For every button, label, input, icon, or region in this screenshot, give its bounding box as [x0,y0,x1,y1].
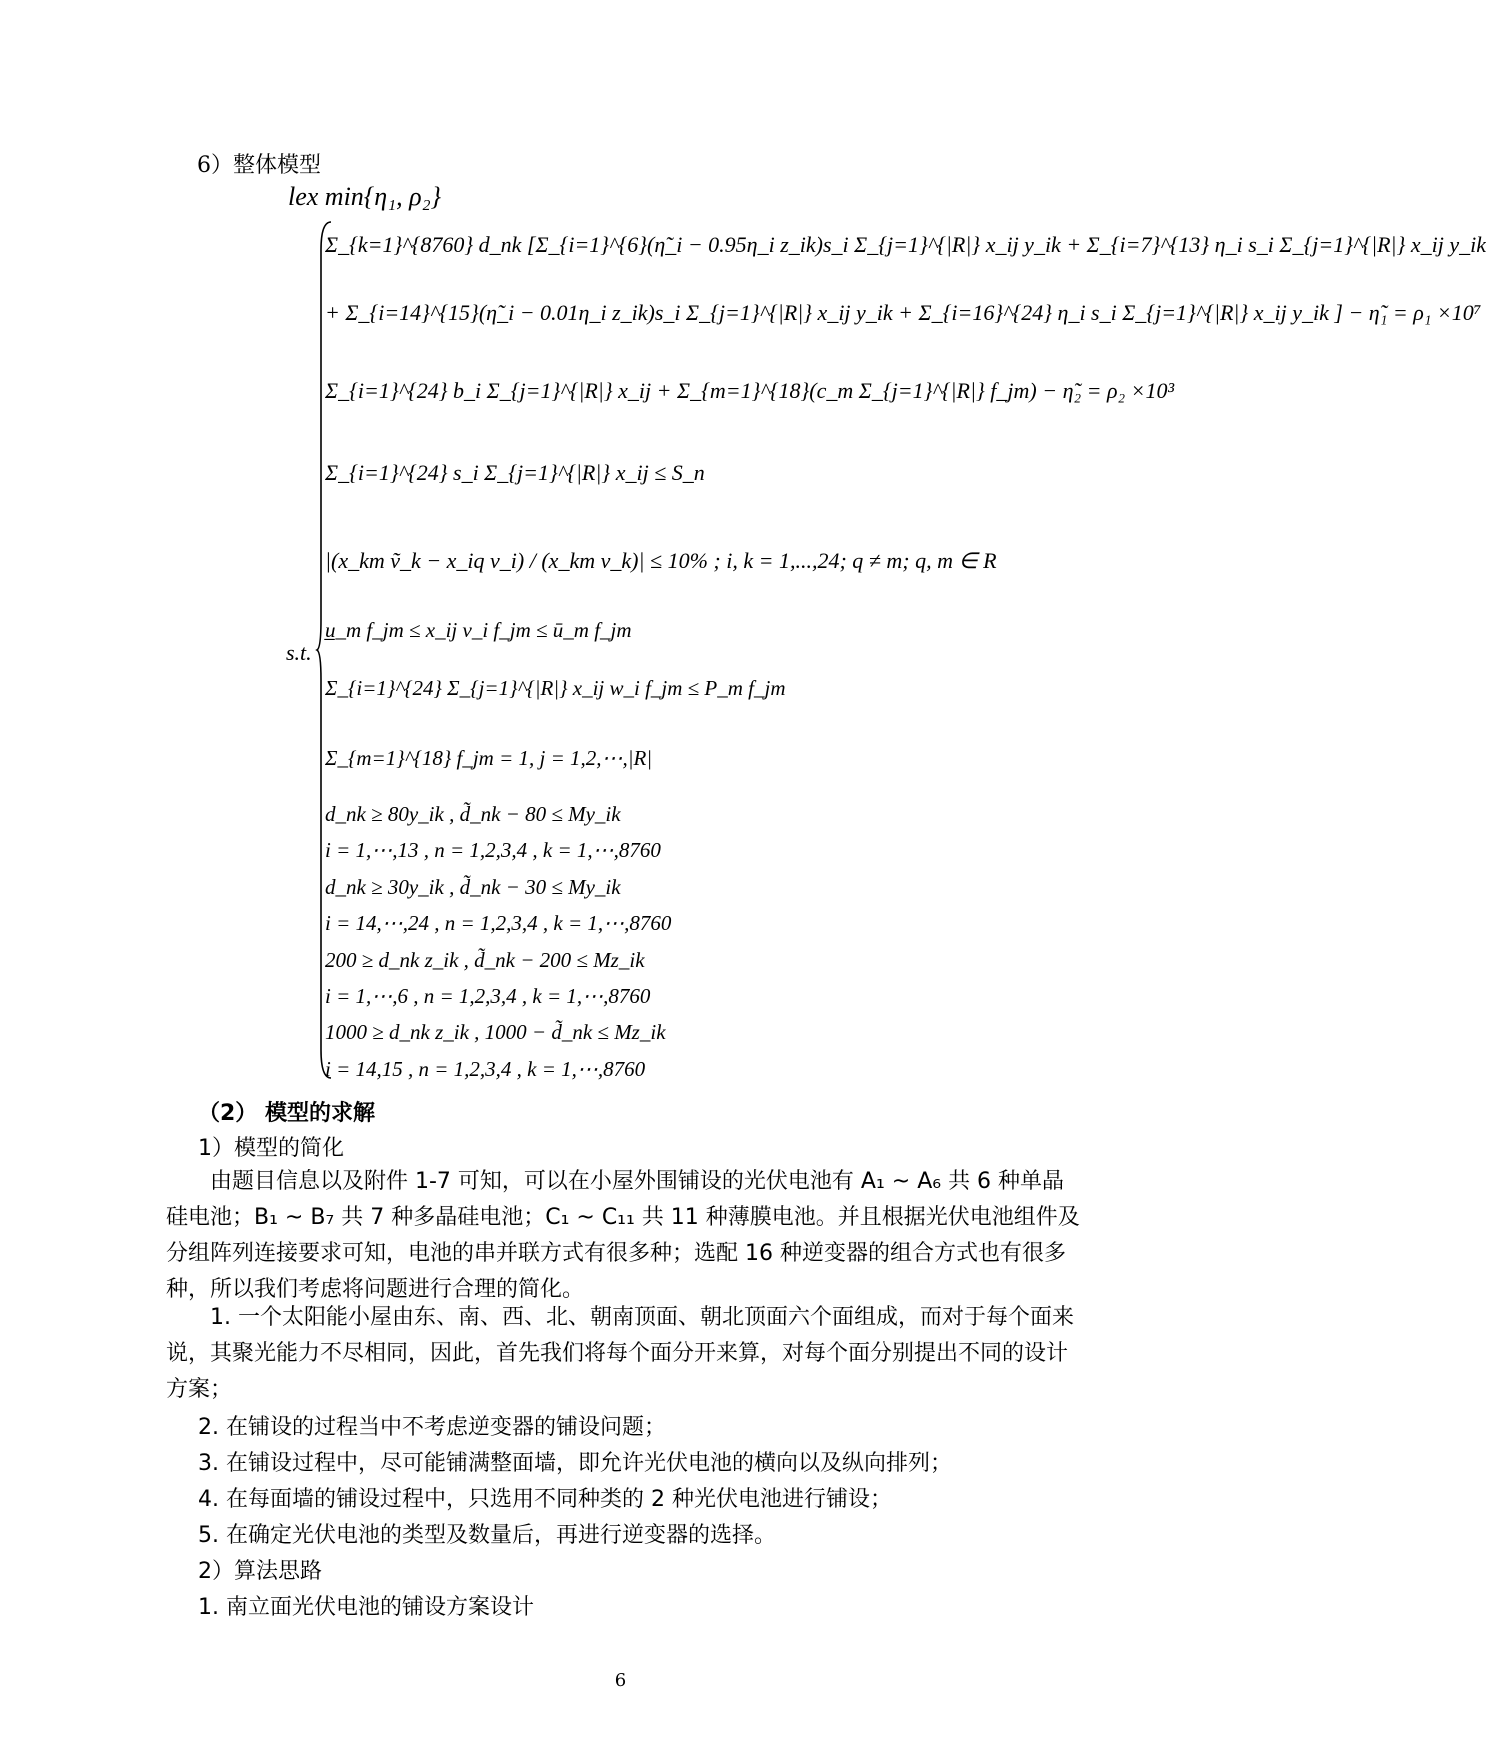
list-item: 3. 在铺设过程中，尽可能铺满整面墙，即允许光伏电池的横向以及纵向排列； [198,1451,952,1476]
list-item: 1. 南立面光伏电池的铺设方案设计 [198,1595,534,1620]
constraint-row: |(x_km ṽ_k − x_iq v_i) / (x_km v_k)| ≤ 10% ; i, k = 1,...,24; q ≠ m; q, m ∈ R [325,548,997,573]
list-item: 4. 在每面墙的铺设过程中，只选用不同种类的 2 种光伏电池进行铺设； [198,1487,892,1512]
list-item: 2. 在铺设的过程当中不考虑逆变器的铺设问题； [198,1415,666,1440]
subsection-title: 1）模型的简化 [198,1136,344,1161]
page-number: 6 [614,1670,627,1691]
constraint-row: i = 14,15 , n = 1,2,3,4 , k = 1,⋯,8760 [325,1057,646,1081]
constraint-row: u̲_m f_jm ≤ x_ij v_i f_jm ≤ ū_m f_jm [325,618,632,642]
constraint-row: i = 14,⋯,24 , n = 1,2,3,4 , k = 1,⋯,8760 [325,911,672,935]
constraint-row: d_nk ≥ 30y_ik , d̃_nk − 30 ≤ My_ik [325,875,621,899]
paragraph: 由题目信息以及附件 1-7 可知，可以在小屋外围铺设的光伏电池有 A₁ ~ A₆ 共 6 种单晶硅电池；B₁ ~ B₇ 共 7 种多晶硅电池；C₁ ~ C₁₁ 共 11 种薄膜电池。并且根据光伏电池组件及分组阵列连接要求可知，电池的串并联方式有很多种；选配 16 种逆变器的组合方式也有很多种，所以我们考虑将问题进行合理的简化。 [166,1169,1080,1302]
constraint-row: Σ_{i=1}^{24} b_i Σ_{j=1}^{|R|} x_ij + Σ_{m=1}^{18}(c_m Σ_{j=1}^{|R|} f_jm) − η̃₂ = ρ₂ ×10³ [325,378,1175,403]
constraint-row: Σ_{k=1}^{8760} d_nk [Σ_{i=1}^{6}(η̃_i − 0.95η_i z_ik)s_i Σ_{j=1}^{|R|} x_ij y_ik + Σ_{i=7}^{13} η_i s_i Σ_{j=1}^{|R|} x_ij y_ik [325,232,1486,257]
list-item: 5. 在确定光伏电池的类型及数量后，再进行逆变器的选择。 [198,1523,776,1548]
objective-function: lex min{η₁, ρ₂} [288,182,442,211]
constraint-row: i = 1,⋯,6 , n = 1,2,3,4 , k = 1,⋯,8760 [325,984,651,1008]
constraint-row: d_nk ≥ 80y_ik , d̃_nk − 80 ≤ My_ik [325,802,621,826]
section-heading: 6）整体模型 [197,153,321,178]
constraint-row: Σ_{i=1}^{24} s_i Σ_{j=1}^{|R|} x_ij ≤ S_n [325,460,705,485]
constraint-row: Σ_{i=1}^{24} Σ_{j=1}^{|R|} x_ij w_i f_jm ≤ P_m f_jm [325,676,786,700]
constraint-row: 1000 ≥ d_nk z_ik , 1000 − d̃_nk ≤ Mz_ik [325,1020,666,1044]
section2-title: （2） 模型的求解 [198,1101,375,1126]
constraint-row: + Σ_{i=14}^{15}(η̃_i − 0.01η_i z_ik)s_i Σ_{j=1}^{|R|} x_ij y_ik + Σ_{i=16}^{24} η_i s_i Σ_{j=1}^{|R|} x_ij y_ik ] − η̃₁ = ρ₁ ×10⁷ [325,300,1482,325]
constraint-row: i = 1,⋯,13 , n = 1,2,3,4 , k = 1,⋯,8760 [325,838,661,862]
constraint-row: 200 ≥ d_nk z_ik , d̃_nk − 200 ≤ Mz_ik [325,948,645,972]
constraint-row: Σ_{m=1}^{18} f_jm = 1, j = 1,2,⋯,|R| [325,746,653,770]
list-item: 1. 一个太阳能小屋由东、南、西、北、朝南顶面、朝北顶面六个面组成，而对于每个面来说，其聚光能力不尽相同，因此，首先我们将每个面分开来算，对每个面分别提出不同的设计方案； [166,1305,1074,1402]
subject-to-label: s.t. [286,640,312,665]
subsection-title: 2）算法思路 [198,1559,322,1584]
